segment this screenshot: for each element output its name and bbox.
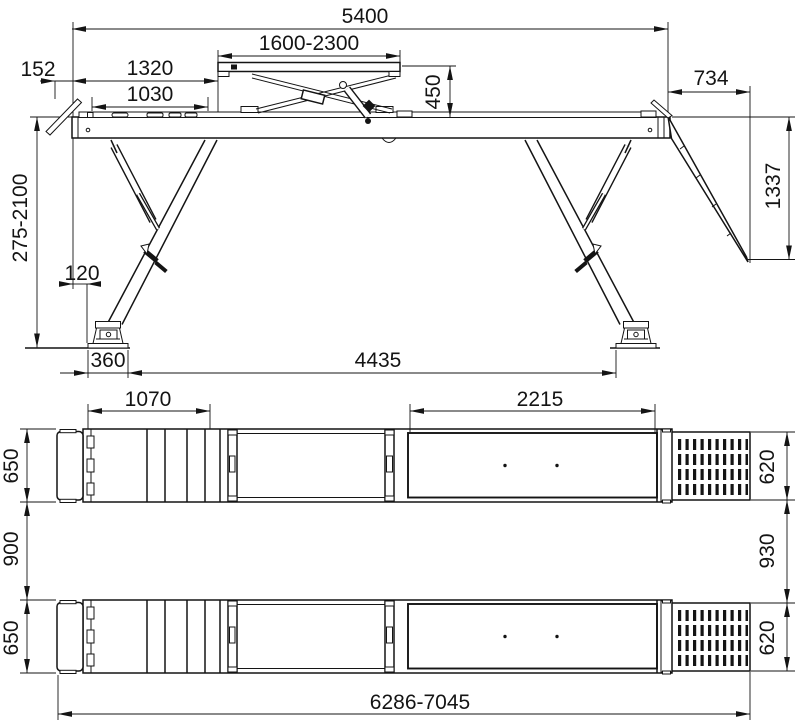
- dim-foot-offset: 120: [64, 262, 100, 285]
- side-view: [9, 5, 795, 378]
- dim-lift-height: 275-2100: [9, 173, 32, 263]
- left-foot: [88, 322, 128, 349]
- dim-tread-plate: 1030: [126, 83, 174, 106]
- dim-base-span: 4435: [354, 349, 402, 372]
- dim-gap-left: 900: [0, 531, 23, 567]
- dim-jack-height: 450: [422, 74, 445, 110]
- dim-overall-length: 6286-7045: [369, 691, 471, 714]
- dim-front-section: 1320: [126, 57, 174, 80]
- plan-platform-bottom: [57, 600, 750, 674]
- dim-foot-plate: 360: [90, 349, 126, 372]
- right-leg-assembly: [525, 140, 656, 348]
- side-dimensions: [37, 29, 789, 373]
- side-platform: [72, 111, 670, 143]
- dim-flap-protrusion: 152: [20, 58, 56, 81]
- dim-ramp-width-top: 620: [756, 449, 779, 485]
- jack-table: [218, 63, 400, 72]
- left-leg-assembly: [88, 140, 217, 348]
- dim-platform-width-bottom: 650: [0, 620, 23, 656]
- dim-ramp-projection: 734: [693, 67, 729, 90]
- plan-view: [0, 388, 795, 720]
- dim-tray-length: 2215: [516, 388, 564, 411]
- dim-jack-length: 1600-2300: [258, 32, 360, 55]
- dim-platform-width-top: 650: [0, 448, 23, 484]
- dim-ramp-drop: 1337: [762, 162, 785, 210]
- dim-total-length: 5400: [341, 5, 389, 28]
- dim-ramp-width-bottom: 620: [756, 620, 779, 656]
- right-foot: [616, 322, 656, 349]
- dim-gap-right: 930: [756, 533, 779, 569]
- plan-platform-top: [57, 429, 750, 503]
- dim-tread-length: 1070: [124, 388, 172, 411]
